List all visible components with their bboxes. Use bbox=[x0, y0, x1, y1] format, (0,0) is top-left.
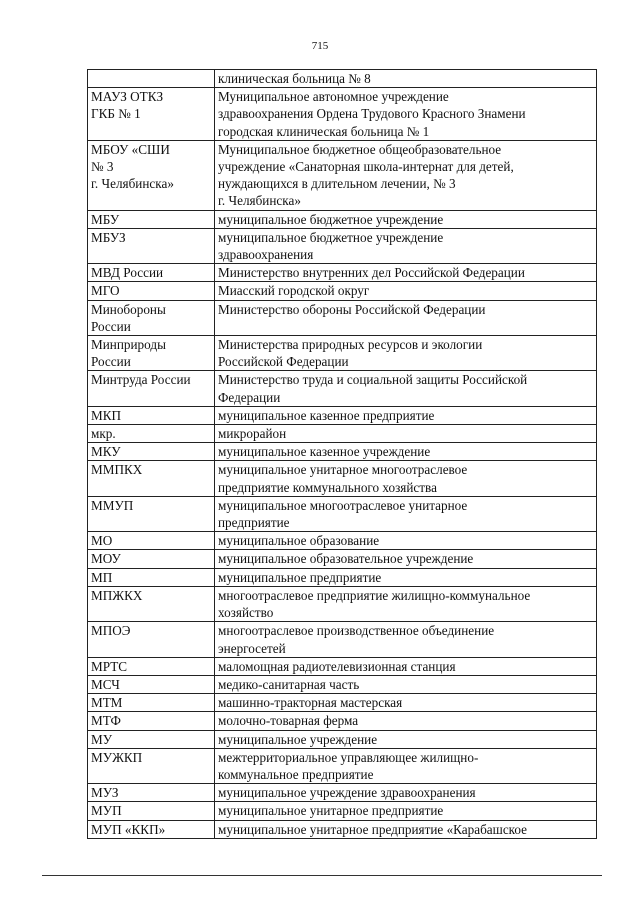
definition-text: здравоохранения bbox=[218, 247, 314, 263]
abbreviation-text: МКП bbox=[91, 407, 122, 423]
abbreviation-text: МВД России bbox=[91, 265, 164, 281]
definition-text: муниципальное учреждение здравоохранения bbox=[218, 785, 476, 801]
abbreviation-cell bbox=[88, 140, 215, 210]
abbreviation-cell bbox=[88, 336, 215, 371]
definition-text: Министерство труда и социальной защиты Российской bbox=[218, 372, 528, 388]
definition-text: муниципальное унитарное многоотраслевое bbox=[218, 462, 468, 478]
definition-text: муниципальное унитарное предприятие bbox=[218, 803, 444, 819]
table-row bbox=[88, 88, 597, 141]
definition-cell bbox=[215, 550, 597, 568]
definition-cell bbox=[215, 371, 597, 406]
definition-text: муниципальное бюджетное учреждение bbox=[218, 229, 444, 245]
abbreviation-text bbox=[91, 70, 211, 87]
definition-text: молочно-товарная ферма bbox=[218, 713, 359, 729]
definition-cell bbox=[215, 336, 597, 371]
abbreviation-text: МГО bbox=[91, 283, 120, 299]
definition-cell bbox=[215, 282, 597, 300]
definition-text: предприятие bbox=[218, 515, 290, 531]
definition-text: межтерриториальное управляющее жилищно- bbox=[218, 749, 479, 765]
abbreviation-cell bbox=[88, 802, 215, 820]
definition-text: муниципальное учреждение bbox=[218, 731, 378, 747]
abbreviation-cell bbox=[88, 622, 215, 657]
abbreviation-text: Минприроды bbox=[91, 337, 166, 353]
definition-text: предприятие коммунального хозяйства bbox=[218, 479, 437, 495]
table-row bbox=[88, 496, 597, 531]
definition-cell bbox=[215, 210, 597, 228]
definition-text: клиническая больница № 8 bbox=[218, 71, 371, 86]
definition-cell bbox=[215, 622, 597, 657]
abbreviation-cell bbox=[88, 730, 215, 748]
table-row bbox=[88, 336, 597, 371]
table-row bbox=[88, 657, 597, 675]
table-row bbox=[88, 406, 597, 424]
abbreviation-text: ММПКХ bbox=[91, 462, 143, 478]
abbreviation-cell bbox=[88, 210, 215, 228]
abbreviation-text: МБУ bbox=[91, 211, 120, 227]
abbreviation-cell bbox=[88, 820, 215, 838]
definition-text: Министерство обороны Российской Федерации bbox=[218, 301, 486, 317]
abbreviation-text: МБОУ «СШИ bbox=[91, 141, 170, 157]
definition-text: Миасский городской округ bbox=[218, 283, 370, 299]
definition-cell bbox=[215, 425, 597, 443]
definition-text: Федерации bbox=[218, 389, 281, 405]
abbreviation-cell bbox=[88, 70, 215, 88]
abbreviation-cell bbox=[88, 300, 215, 335]
definition-text: городская клиническая больница № 1 bbox=[218, 123, 430, 139]
bottom-rule bbox=[42, 875, 602, 876]
abbreviation-cell bbox=[88, 228, 215, 263]
abbreviation-text: МУЖКП bbox=[91, 749, 143, 765]
definition-cell bbox=[215, 568, 597, 586]
definition-text: машинно-тракторная мастерская bbox=[218, 695, 403, 711]
table-row bbox=[88, 586, 597, 621]
abbreviation-text: МПЖКХ bbox=[91, 587, 143, 603]
definition-cell bbox=[215, 712, 597, 730]
abbreviation-text: № 3 bbox=[91, 159, 114, 175]
definition-cell bbox=[215, 784, 597, 802]
abbreviation-cell bbox=[88, 694, 215, 712]
definition-cell bbox=[215, 443, 597, 461]
abbreviation-cell bbox=[88, 88, 215, 141]
table-row bbox=[88, 425, 597, 443]
abbreviation-cell bbox=[88, 425, 215, 443]
abbreviation-text: МРТС bbox=[91, 658, 128, 674]
definition-cell bbox=[215, 532, 597, 550]
abbreviation-text: МП bbox=[91, 569, 113, 585]
table-row bbox=[88, 70, 597, 88]
abbreviation-cell bbox=[88, 496, 215, 531]
abbreviation-text: МУП «ККП» bbox=[91, 821, 166, 837]
definition-cell bbox=[215, 748, 597, 783]
abbreviation-text: МТФ bbox=[91, 713, 121, 729]
definition-text: здравоохранения Ордена Трудового Красного Знамени bbox=[218, 106, 526, 122]
abbreviation-cell bbox=[88, 784, 215, 802]
definition-text: Муниципальное автономное учреждение bbox=[218, 89, 449, 105]
abbreviation-cell bbox=[88, 712, 215, 730]
table-row bbox=[88, 820, 597, 838]
table-row bbox=[88, 532, 597, 550]
abbreviation-text: мкр. bbox=[91, 426, 116, 442]
definition-text: многоотраслевое производственное объединение bbox=[218, 623, 495, 639]
definition-text: муниципальное образование bbox=[218, 533, 380, 549]
abbreviation-cell bbox=[88, 657, 215, 675]
definition-cell bbox=[215, 586, 597, 621]
abbreviation-cell bbox=[88, 550, 215, 568]
page-number: 715 bbox=[311, 40, 329, 52]
table-row bbox=[88, 568, 597, 586]
abbreviation-text: Минтруда России bbox=[91, 372, 191, 388]
abbreviation-cell bbox=[88, 406, 215, 424]
definition-text: муниципальное казенное предприятие bbox=[218, 407, 435, 423]
definition-text: муниципальное бюджетное учреждение bbox=[218, 211, 444, 227]
definition-text: муниципальное многоотраслевое унитарное bbox=[218, 497, 468, 513]
abbreviation-cell bbox=[88, 568, 215, 586]
table-row bbox=[88, 371, 597, 406]
definition-cell bbox=[215, 496, 597, 531]
abbreviation-text: МБУЗ bbox=[91, 229, 126, 245]
table-row bbox=[88, 748, 597, 783]
definition-cell bbox=[215, 461, 597, 496]
abbreviation-text: МОУ bbox=[91, 551, 121, 567]
abbreviation-text: МУЗ bbox=[91, 785, 119, 801]
definition-cell bbox=[215, 300, 597, 335]
table-row bbox=[88, 300, 597, 335]
definition-text: муниципальное казенное учреждение bbox=[218, 444, 431, 460]
abbreviation-cell bbox=[88, 748, 215, 783]
abbreviation-text: Минобороны bbox=[91, 301, 166, 317]
abbreviation-text: России bbox=[91, 318, 131, 334]
definition-cell bbox=[215, 675, 597, 693]
abbreviation-text: МАУЗ ОТКЗ bbox=[91, 89, 164, 105]
table-row bbox=[88, 264, 597, 282]
table-row bbox=[88, 622, 597, 657]
abbreviation-cell bbox=[88, 586, 215, 621]
abbreviation-text: МТМ bbox=[91, 695, 123, 711]
abbreviation-cell bbox=[88, 461, 215, 496]
definition-cell bbox=[215, 70, 597, 88]
table-row bbox=[88, 282, 597, 300]
definition-text: муниципальное унитарное предприятие «Карабашское bbox=[218, 821, 528, 837]
abbreviation-text: МКУ bbox=[91, 444, 121, 460]
definition-text: нуждающихся в длительном лечении, № 3 bbox=[218, 176, 456, 192]
abbreviation-cell bbox=[88, 675, 215, 693]
abbreviation-text: ММУП bbox=[91, 497, 134, 513]
table-row bbox=[88, 228, 597, 263]
table-row bbox=[88, 461, 597, 496]
abbreviation-text: ГКБ № 1 bbox=[91, 106, 141, 122]
definition-cell bbox=[215, 694, 597, 712]
abbreviation-text: МСЧ bbox=[91, 676, 120, 692]
definition-text: г. Челябинска» bbox=[218, 193, 301, 209]
table-row bbox=[88, 712, 597, 730]
table-row bbox=[88, 675, 597, 693]
definition-cell bbox=[215, 657, 597, 675]
definition-text: микрорайон bbox=[218, 426, 287, 442]
table-row bbox=[88, 802, 597, 820]
definition-text: маломощная радиотелевизионная станция bbox=[218, 658, 456, 674]
abbreviation-text: МО bbox=[91, 533, 113, 549]
definition-cell bbox=[215, 228, 597, 263]
abbreviations-table bbox=[87, 69, 597, 839]
definition-text: энергосетей bbox=[218, 640, 286, 656]
definition-text: медико-санитарная часть bbox=[218, 676, 360, 692]
definition-cell bbox=[215, 264, 597, 282]
abbreviation-cell bbox=[88, 443, 215, 461]
definition-cell bbox=[215, 406, 597, 424]
abbreviation-text: МПОЭ bbox=[91, 623, 131, 639]
definition-text: муниципальное образовательное учреждение bbox=[218, 551, 474, 567]
table-row bbox=[88, 210, 597, 228]
abbreviation-text: МУП bbox=[91, 803, 122, 819]
abbreviation-text: г. Челябинска» bbox=[91, 176, 174, 192]
definition-text: Муниципальное бюджетное общеобразовательное bbox=[218, 141, 502, 157]
abbreviation-cell bbox=[88, 532, 215, 550]
definition-cell bbox=[215, 88, 597, 141]
table-row bbox=[88, 140, 597, 210]
abbreviation-text: России bbox=[91, 354, 131, 370]
definition-cell bbox=[215, 140, 597, 210]
table-row bbox=[88, 784, 597, 802]
definition-cell bbox=[215, 820, 597, 838]
definition-cell bbox=[215, 802, 597, 820]
definition-text: Министерства природных ресурсов и экологии bbox=[218, 337, 483, 353]
definition-text: Российской Федерации bbox=[218, 354, 349, 370]
definition-text: муниципальное предприятие bbox=[218, 569, 382, 585]
table-row bbox=[88, 730, 597, 748]
definition-text: хозяйство bbox=[218, 605, 274, 621]
definition-text: коммунальное предприятие bbox=[218, 766, 374, 782]
abbreviations-table-body bbox=[88, 70, 597, 839]
abbreviation-text: МУ bbox=[91, 731, 113, 747]
table-row bbox=[88, 550, 597, 568]
abbreviation-cell bbox=[88, 371, 215, 406]
table-row bbox=[88, 443, 597, 461]
definition-text: учреждение «Санаторная школа-интернат для детей, bbox=[218, 159, 514, 175]
abbreviation-cell bbox=[88, 282, 215, 300]
definition-text: Министерство внутренних дел Российской Федерации bbox=[218, 265, 525, 281]
definition-cell bbox=[215, 730, 597, 748]
abbreviation-cell bbox=[88, 264, 215, 282]
definition-text: многоотраслевое предприятие жилищно-коммунальное bbox=[218, 587, 531, 603]
table-row bbox=[88, 694, 597, 712]
